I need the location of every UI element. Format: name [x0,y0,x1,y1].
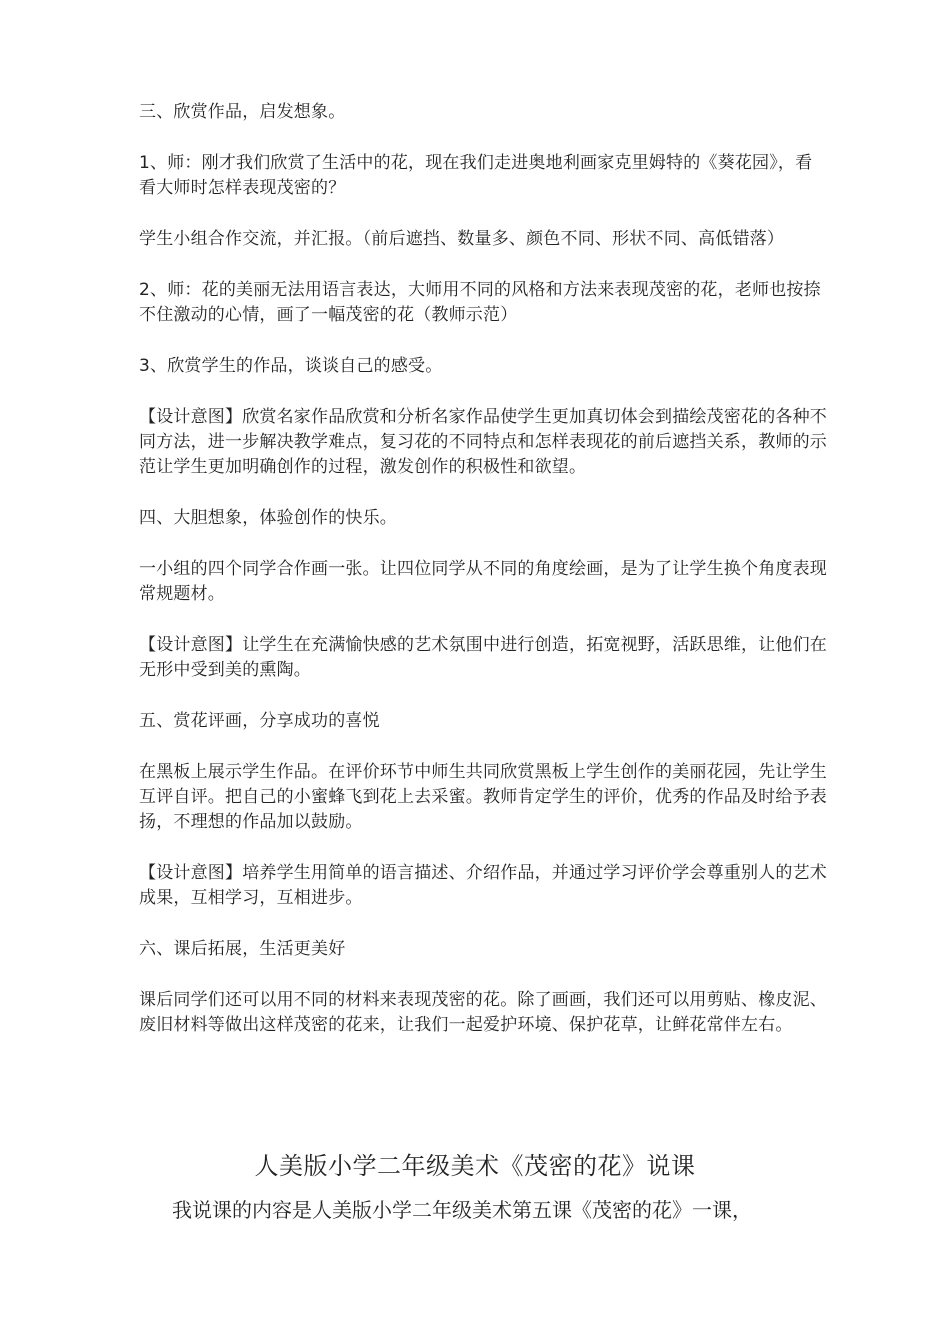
paragraph-student-report: 学生小组合作交流，并汇报。（前后遮挡、数量多、颜色不同、形状不同、高低错落） [139,229,785,249]
paragraph-group-drawing: 一小组的四个同学合作画一张。让四位同学从不同的角度绘画，是为了让学生换个角度表现常规题材。 [139,559,827,604]
paragraph-teacher-2: 2、师：花的美丽无法用语言表达，大师用不同的风格和方法来表现茂密的花，老师也按捺不住激动的心情，画了一幅茂密的花（教师示范） [139,280,821,325]
section-heading-5: 五、赏花评画，分享成功的喜悦 [139,711,380,731]
section-heading-3: 三、欣赏作品，启发想象。 [139,102,346,122]
design-intent-1: 【设计意图】欣赏名家作品欣赏和分析名家作品使学生更加真切体会到描绘茂密花的各种不同方法，进一步解决教学难点，复习花的不同特点和怎样表现花的前后遮挡关系，教师的示范让学生更加明确创作的过程，激发创作的积极性和欲望。 [139,407,827,477]
paragraph-extension: 课后同学们还可以用不同的材料来表现茂密的花。除了画画，我们还可以用剪贴、橡皮泥、废旧材料等做出这样茂密的花来，让我们一起爱护环境、保护花草，让鲜花常伴左右。 [139,990,827,1035]
paragraph-blackboard: 在黑板上展示学生作品。在评价环节中师生共同欣赏黑板上学生创作的美丽花园，先让学生互评自评。把自己的小蜜蜂飞到花上去采蜜。教师肯定学生的评价，优秀的作品及时给予表扬，不理想的作品加以鼓励。 [139,762,827,832]
design-intent-2: 【设计意图】让学生在充满愉快感的艺术氛围中进行创造，拓宽视野，活跃思维，让他们在无形中受到美的熏陶。 [139,635,827,680]
lesson-title: 人美版小学二年级美术《茂密的花》说课 [254,1152,696,1180]
section-heading-6: 六、课后拓展，生活更美好 [139,939,346,959]
lesson-intro: 我说课的内容是人美版小学二年级美术第五课《茂密的花》一课， [172,1198,752,1222]
design-intent-3: 【设计意图】培养学生用简单的语言描述、介绍作品，并通过学习评价学会尊重别人的艺术成果，互相学习，互相进步。 [139,863,827,908]
document-body [139,100,829,1064]
section-heading-4: 四、大胆想象，体验创作的快乐。 [139,508,397,528]
paragraph-teacher-3: 3、欣赏学生的作品，谈谈自己的感受。 [139,356,443,376]
paragraph-teacher-1: 1、师：刚才我们欣赏了生活中的花，现在我们走进奥地利画家克里姆特的《葵花园》，看看大师时怎样表现茂密的？ [139,153,813,198]
